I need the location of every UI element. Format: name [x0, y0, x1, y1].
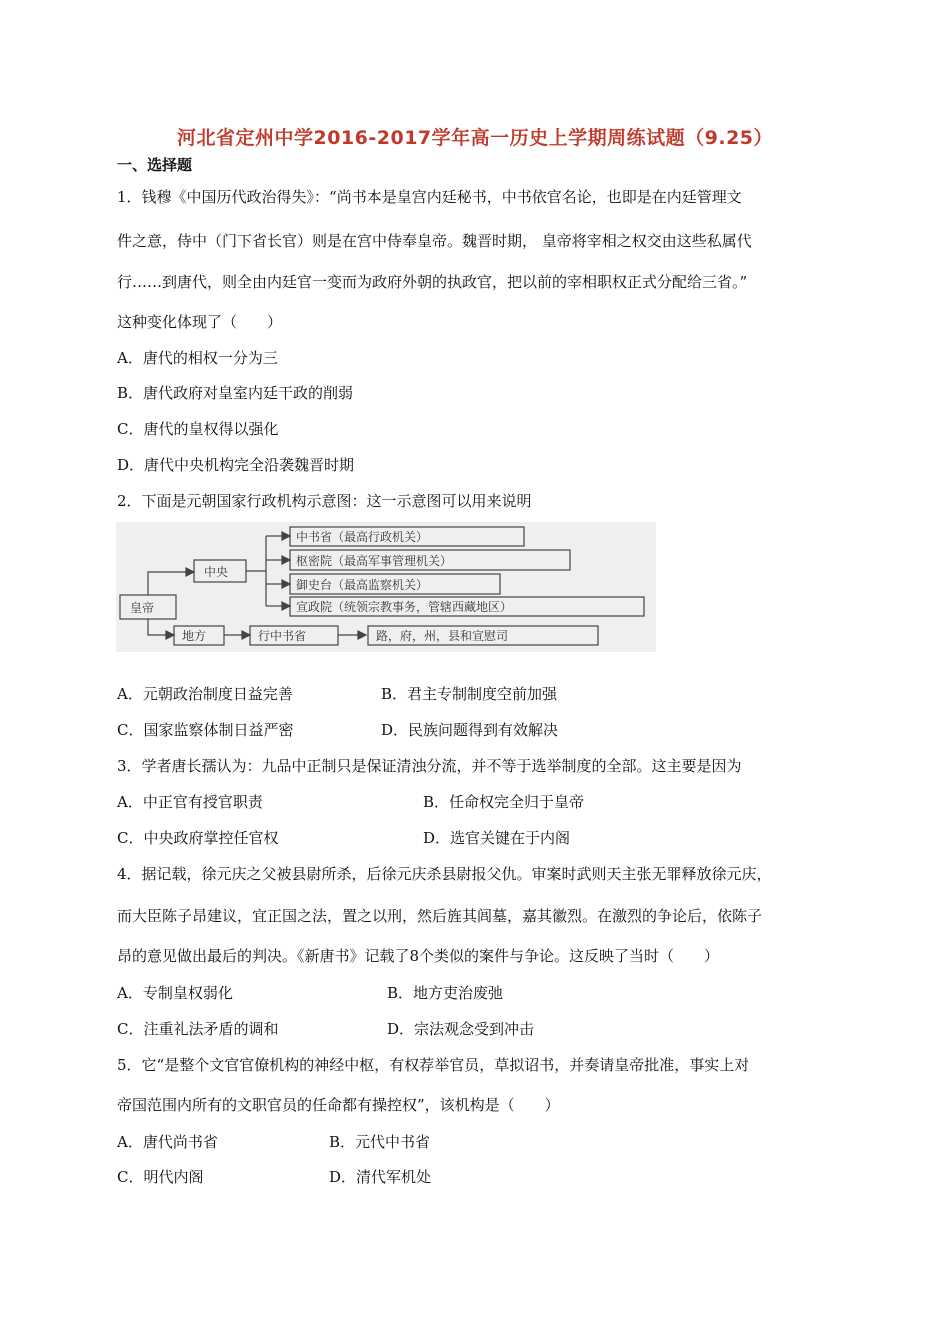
q4-line-1: 4．据记载，徐元庆之父被县尉所杀，后徐元庆杀县尉报父仇。审案时武则天主张无罪释放徐元庆，	[117, 865, 772, 883]
node-local: 地方	[182, 629, 207, 643]
node-province: 行中书省	[258, 629, 307, 643]
yuan-admin-diagram	[116, 522, 656, 652]
node-shumi: 枢密院（最高军事管理机关）	[296, 554, 453, 568]
node-central: 中央	[204, 565, 229, 579]
q3-option-a: A．中正官有授官职责	[117, 793, 263, 811]
q2-option-c: C．国家监察体制日益严密	[117, 721, 294, 739]
q3-option-d: D．选官关键在于内阁	[423, 829, 571, 847]
page-title: 河北省定州中学2016-2017学年高一历史上学期周练试题（9.25）	[176, 127, 774, 149]
q1-line-3: 行……到唐代，则全由内廷官一变而为政府外朝的执政官，把以前的宰相职权正式分配给三省。”	[117, 273, 748, 291]
q3-stem: 3．学者唐长孺认为：九品中正制只是保证清浊分流，并不等于选举制度的全部。这主要是因为	[117, 757, 742, 775]
node-emperor: 皇帝	[130, 601, 155, 615]
q2-option-a: A．元朝政治制度日益完善	[117, 685, 293, 703]
node-zhongshu: 中书省（最高行政机关）	[296, 530, 429, 544]
q1-option-c: C．唐代的皇权得以强化	[117, 420, 279, 438]
q1-line-1: 1．钱穆《中国历代政治得失》：“尚书本是皇宫内廷秘书，中书依官名论，也即是在内廷管理文	[117, 188, 742, 206]
q1-line-4: 这种变化体现了（ ）	[117, 313, 283, 331]
q4-option-d: D．宗法观念受到冲击	[387, 1020, 535, 1038]
q1-option-d: D．唐代中央机构完全沿袭魏晋时期	[117, 456, 355, 474]
q3-option-b: B．任命权完全归于皇帝	[423, 793, 585, 811]
node-xuanzheng: 宣政院（统领宗教事务，管辖西藏地区）	[296, 600, 513, 614]
q5-line-2: 帝国范围内所有的文职官员的任命都有操控权”，该机构是（ ）	[117, 1096, 560, 1114]
section-heading: 一、选择题	[117, 156, 193, 174]
q2-stem: 2．下面是元朝国家行政机构示意图：这一示意图可以用来说明	[117, 492, 532, 510]
q2-option-b: B．君主专制制度空前加强	[381, 685, 558, 703]
q4-line-2: 而大臣陈子昂建议，宜正国之法，置之以刑，然后旌其闾墓，嘉其徽烈。在激烈的争论后，依陈子	[117, 907, 763, 925]
q5-option-b: B．元代中书省	[329, 1133, 431, 1151]
q3-option-c: C．中央政府掌控任官权	[117, 829, 279, 847]
q5-line-1: 5．它“是整个文官官僚机构的神经中枢，有权荐举官员，草拟诏书，并奏请皇帝批准，事实上对	[117, 1056, 750, 1074]
diagram-svg	[116, 522, 656, 652]
q4-option-a: A．专制皇权弱化	[117, 984, 233, 1002]
node-sub: 路，府，州，县和宣慰司	[376, 629, 509, 643]
q5-option-a: A．唐代尚书省	[117, 1133, 218, 1151]
q5-option-c: C．明代内阁	[117, 1168, 204, 1186]
node-yushi: 御史台（最高监察机关）	[296, 578, 429, 592]
q2-option-d: D．民族问题得到有效解决	[381, 721, 559, 739]
q1-option-b: B．唐代政府对皇室内廷干政的削弱	[117, 384, 354, 402]
q5-option-d: D．清代军机处	[329, 1168, 432, 1186]
q4-line-3: 昂的意见做出最后的判决。《新唐书》记载了8个类似的案件与争论。这反映了当时（ ）	[117, 947, 720, 965]
q1-option-a: A．唐代的相权一分为三	[117, 349, 278, 367]
q4-option-b: B．地方吏治废弛	[387, 984, 504, 1002]
q1-line-2: 件之意，侍中（门下省长官）则是在宫中侍奉皇帝。魏晋时期， 皇帝将宰相之权交由这些私属代	[117, 232, 752, 250]
q4-option-c: C．注重礼法矛盾的调和	[117, 1020, 279, 1038]
